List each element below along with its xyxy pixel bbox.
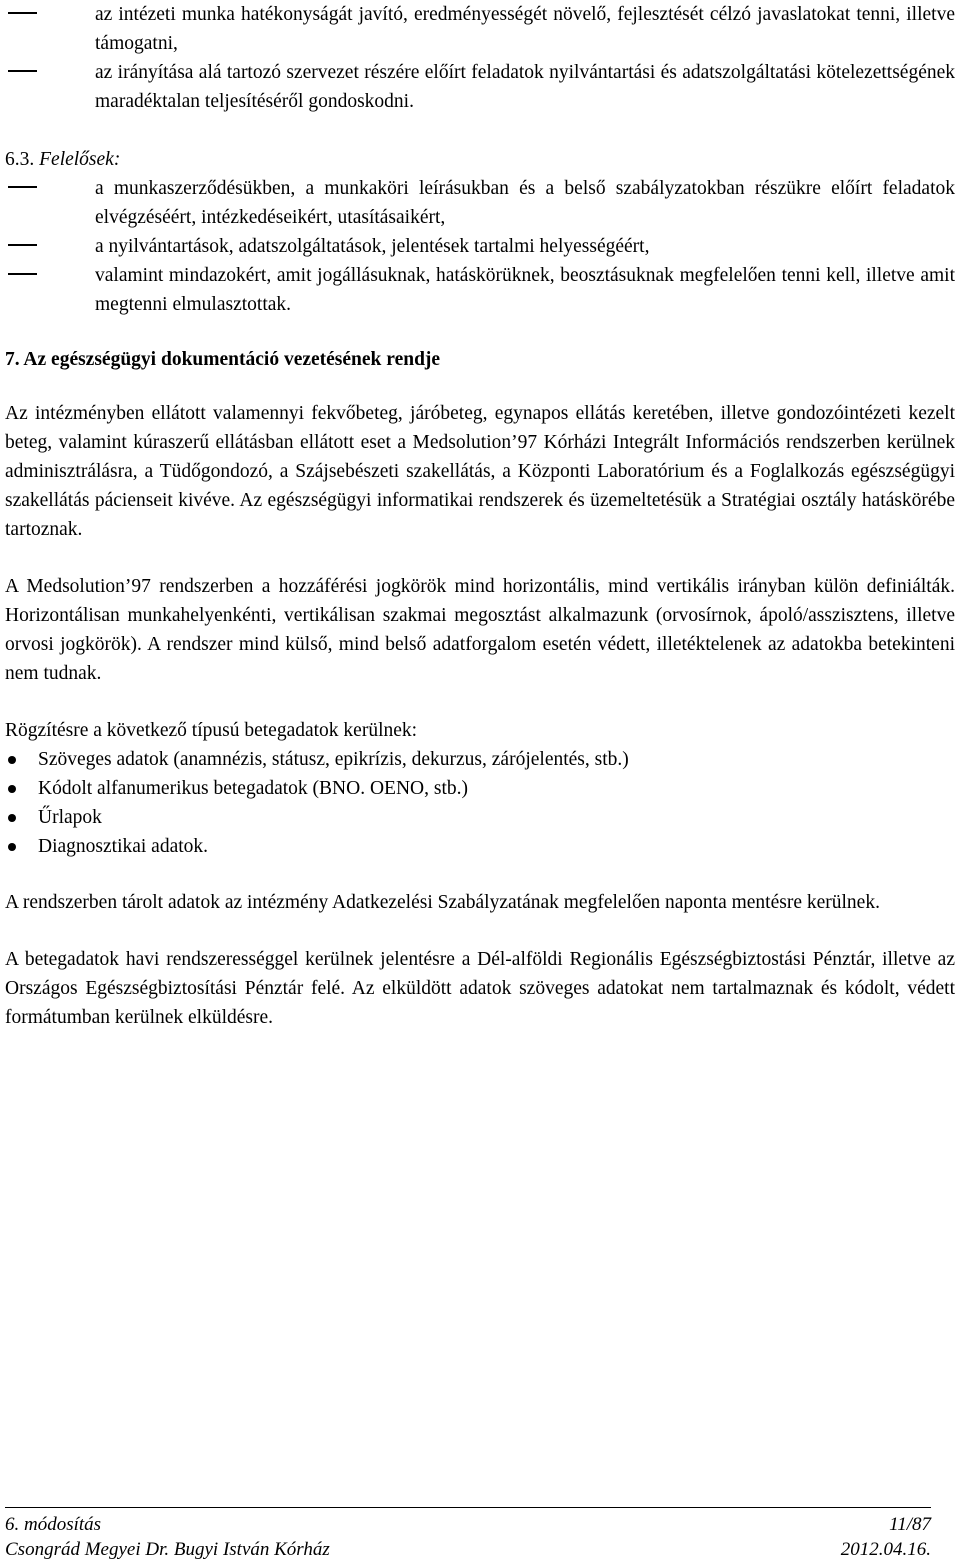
section-title: Felelősek: [39, 149, 121, 170]
bullet-item: Diagnosztikai adatok. [5, 832, 955, 861]
footer-page-number: 11/87 [889, 1514, 931, 1535]
footer-date: 2012.04.16. [840, 1539, 931, 1560]
footer-divider [5, 1507, 931, 1508]
section-heading-7: 7. Az egészségügyi dokumentáció vezetésének rendje [5, 349, 441, 370]
footer-row-1 [5, 1514, 931, 1536]
footer-revision: 6. módosítás [5, 1514, 102, 1535]
bullet-item: Szöveges adatok (anamnézis, státusz, epikrízis, dekurzus, zárójelentés, stb.) [5, 745, 955, 774]
paragraph: A Medsolution’97 rendszerben a hozzáférési jogkörök mind horizontális, mind vertikális irányban külön definiálták. Horizontálisan munkahelyenkénti, vertikálisan szakmai megosztást alkalmazunk (orvosírnok, ápoló/asszisztens, illetve orvosi jogkörök). A rendszer mind külső, mind belső adatforgalom esetén védett, illetéktelenek az adatokba betekinteni nem tudnak. [5, 576, 955, 684]
list-item: valamint mindazokért, amit jogállásuknak, hatáskörüknek, beosztásuknak megfelelően tenni kell, illetve amit megtenni elmulasztottak. [5, 261, 955, 319]
section-number: 6.3. [5, 149, 35, 170]
document-page [5, 0, 955, 1032]
responsibility-list [5, 174, 955, 319]
paragraph: A betegadatok havi rendszerességgel kerülnek jelentésre a Dél-alföldi Regionális Egészségbiztostási Pénztár, illetve az Országos Egészségbiztosítási Pénztár felé. Az elküldött adatok szöveges adatokat nem tartalmaznak és kódolt, védett formátumban kerülnek elküldésre. [5, 949, 955, 1028]
list-item: az irányítása alá tartozó szervezet részére előírt feladatok nyilvántartási és adatszolgáltatási kötelezettségének maradéktalan teljesítéséről gondoskodni. [5, 58, 955, 116]
list-intro: Rögzítésre a következő típusú betegadatok kerülnek: [5, 720, 418, 741]
intro-list [5, 0, 955, 116]
bullet-item: Kódolt alfanumerikus betegadatok (BNO. OENO, stb.) [5, 774, 955, 803]
bullet-item: Űrlapok [5, 803, 955, 832]
paragraph: Az intézményben ellátott valamennyi fekvőbeteg, járóbeteg, egynapos ellátás keretében, illetve gondozóintézeti kezelt beteg, valamint kúraszerű ellátásban ellátott eset a Medsolution’97 Kórházi Integrált Információs rendszerben kerülnek adminisztrálásra, a Tüdőgondozó, a Szájsebészeti szakellátás, a Központi Laboratórium és a Foglalkozás egészségügyi szakellátás pácienseit kivéve. Az egészségügyi informatikai rendszerek és üzemeltetésük a Stratégiai osztály hatáskörébe tartoznak. [5, 403, 955, 540]
paragraph: A rendszerben tárolt adatok az intézmény Adatkezelési Szabályzatának megfelelően naponta mentésre kerülnek. [5, 892, 880, 913]
section-heading-6-3 [5, 145, 955, 174]
list-item: a nyilvántartások, adatszolgáltatások, jelentések tartalmi helyességéért, [5, 232, 955, 261]
list-item: az intézeti munka hatékonyságát javító, eredményességét növelő, fejlesztését célzó javaslatokat tenni, illetve támogatni, [5, 0, 955, 58]
list-item: a munkaszerződésükben, a munkaköri leírásukban és a belső szabályzatokban részükre előírt feladatok elvégzéséért, intézkedéseikért, utasításaikért, [5, 174, 955, 232]
footer-row-2 [5, 1539, 931, 1561]
data-type-list [5, 745, 955, 861]
footer-institution: Csongrád Megyei Dr. Bugyi István Kórház [5, 1539, 330, 1560]
